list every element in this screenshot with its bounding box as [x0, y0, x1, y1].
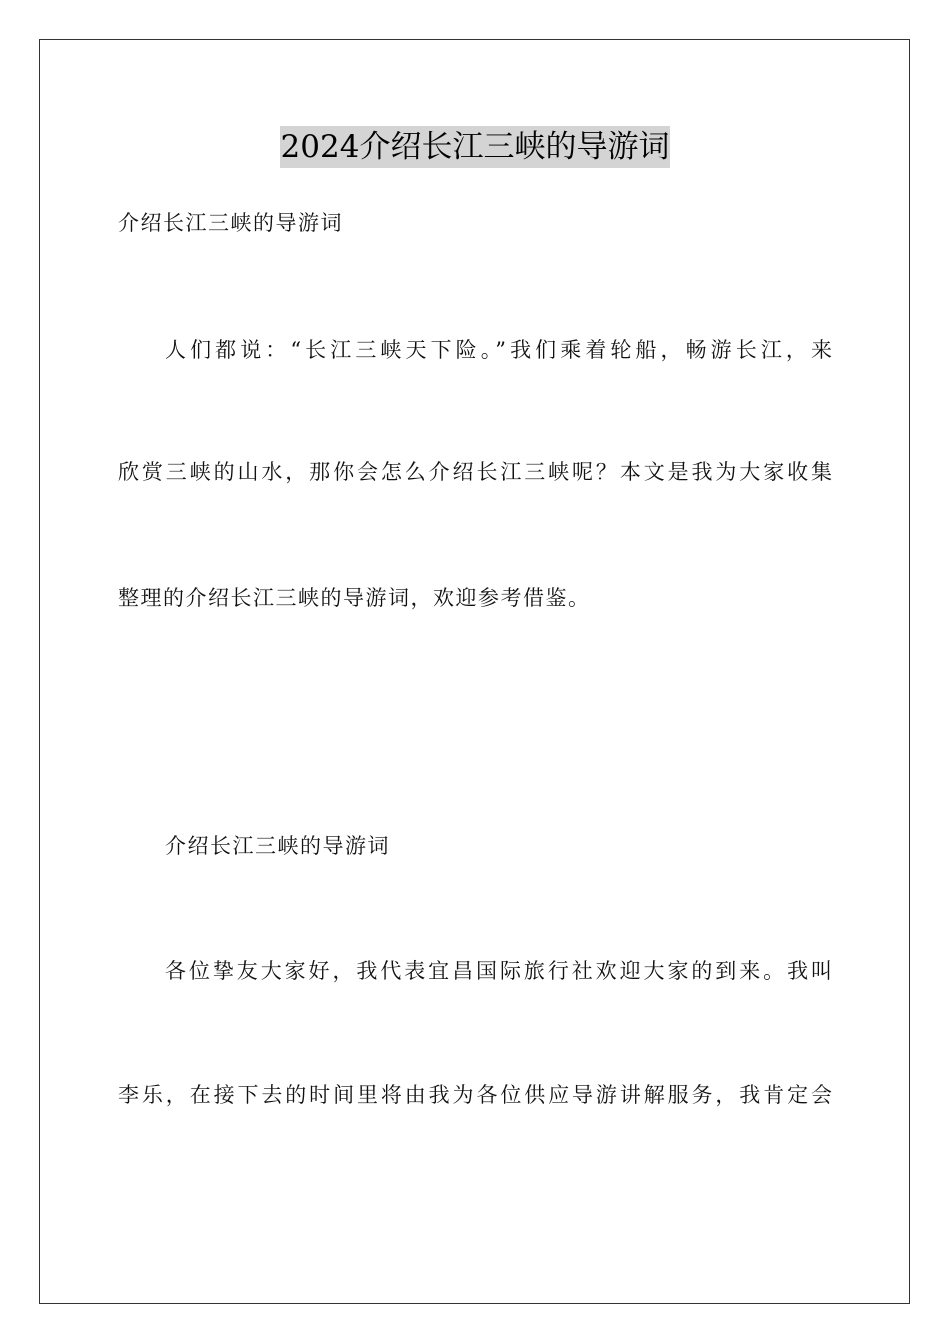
body-line-1: 各位挚友大家好，我代表宜昌国际旅行社欢迎大家的到来。我叫	[165, 959, 832, 983]
section-heading: 介绍长江三峡的导游词	[165, 834, 390, 858]
intro-line-2: 欣赏三峡的山水，那你会怎么介绍长江三峡呢？本文是我为大家收集	[118, 460, 832, 484]
document-subtitle: 介绍长江三峡的导游词	[118, 211, 343, 235]
intro-line-1: 人们都说：“长江三峡天下险。”我们乘着轮船，畅游长江，来	[165, 338, 832, 362]
title-container	[0, 126, 950, 168]
document-title: 2024介绍长江三峡的导游词	[280, 126, 671, 168]
intro-line-3: 整理的介绍长江三峡的导游词，欢迎参考借鉴。	[118, 586, 591, 610]
body-line-2: 李乐，在接下去的时间里将由我为各位供应导游讲解服务，我肯定会	[118, 1083, 832, 1107]
